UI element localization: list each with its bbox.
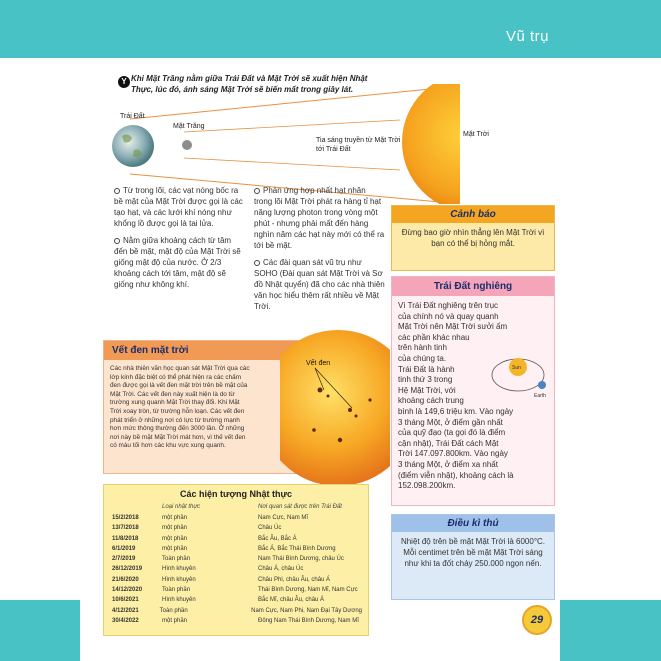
sun-disc [280, 330, 390, 486]
orbit-sun-label: Sun [512, 365, 521, 371]
warning-box [391, 205, 555, 271]
fun-fact-text: Nhiệt độ trên bề mặt Mặt Trời là 6000°C. Mỗi centimet trên bề mặt Mặt Trời sáng như khi ta đốt cháy 250.000 ngọn nến. [400, 537, 546, 568]
bullet-icon [254, 188, 260, 194]
body-column-1 [114, 185, 246, 290]
header-band [0, 0, 661, 58]
orbit-diagram [488, 347, 552, 403]
table-row: 11/8/2018 một phần Bắc Âu, Bắc Á [112, 535, 297, 542]
orbit-earth [538, 381, 546, 389]
eclipse-col-where: Nơi quan sát được trên Trái Đất [258, 504, 342, 510]
sunspot-text: Các nhà thiên văn học quan sát Mặt Trời qua các lớp kính đặc biệt có thể phát hiện ra các chấm đen được gọi là vết đen mặt trời trên bề mặt của Mặt Trời. Các vết đen này xuất hiện là do từ trường xung quanh Mặt Trời thay đổi. Khi Mặt Trời xoay tròn, từ trường hỗn loạn. Các vết đen phát triển ở những nơi có lực từ trường mạnh hơn mức thông thường đến 3000 lần. Ở những nơi này bề mặt Mặt Trời mát hơn, vì thế vết đen có màu tối hơn các khu vực xung quanh. [110, 365, 250, 450]
warning-text: Đừng bao giờ nhìn thẳng lên Mặt Trời vì bạn có thể bị hỏng mắt. [401, 228, 545, 248]
table-row: 4/12/2021 Toàn phần Nam Cực, Nam Phi, Nam Đại Tây Dương [112, 607, 362, 614]
bullet-icon [114, 188, 120, 194]
body-column-2 [254, 185, 386, 312]
table-row: 15/2/2018 một phần Nam Cực, Nam Mĩ [112, 515, 309, 521]
table-row: 30/4/2022 một phần Đông Nam Thái Bình Dương, Nam Mĩ [112, 617, 359, 624]
eclipse-rows [112, 515, 362, 628]
earth-planet [112, 125, 154, 167]
fun-fact-box [391, 514, 555, 600]
label-moon: Mặt Trăng [173, 123, 205, 130]
table-row: 13/7/2018 một phần Châu Úc [112, 525, 282, 532]
sun [402, 84, 460, 204]
table-row: 6/1/2019 một phần Bắc Á, Bắc Thái Bình Dương [112, 545, 336, 552]
fun-fact-title: Điều kì thú [392, 515, 554, 532]
paragraph: Từ trong lõi, các vạt nóng bốc ra bề mặt của Mặt Trời được gọi là các tạo hạt, và các lưới khí nóng như khổng lồ được gọi là tai lửa. [114, 186, 243, 228]
diagram-caption: Khi Mặt Trăng nằm giữa Trái Đất và Mặt Trời sẽ xuất hiện Nhật Thực, lúc đó, ánh sáng Mặt Trời sẽ biến mất trong giây lát. [131, 74, 368, 94]
table-row: 26/12/2019 Hình khuyên Châu Á, châu Úc [112, 566, 304, 573]
paragraph: Các đài quan sát vũ trụ như SOHO (Đài quan sát Mặt Trời và Sơ đồ Nhật quyển) đã cho các nhà thiên văn học hiểu thêm rất nhiều về Mặt Trời. [254, 258, 385, 311]
moon [182, 140, 192, 150]
table-row: 21/6/2020 Hình khuyên Châu Phi, châu Âu, châu Á [112, 576, 331, 583]
bullet-icon [114, 238, 120, 244]
label-earth: Trái Đất [120, 113, 145, 120]
sunspot-sun-image [280, 320, 390, 490]
orbit-earth-label: Earth [534, 393, 546, 399]
label-rays: Tia sáng truyền từ Mặt Trời tới Trái Đất [316, 137, 401, 153]
bullet-icon [254, 260, 260, 266]
earth-tilt-text: Vì Trái Đất nghiêng trên trục của chính nó và quay quanh Mặt Trời nên Mặt Trời sưởi ấm các phần khác nhau trên hành tinh của chúng ta. Trái Đất là hành tinh thứ 3 trong Hệ Mặt Trời, với khoảng cách trung bình là 149,6 triệu km. Vào ngày 3 tháng Một, ở điểm gần nhất của quỹ đạo (ta gọi đó là điểm cận nhật), Trái Đất cách Mặt Trời 147.097.800km. Vào ngày 3 tháng Một, ở điểm xa nhất (điểm viễn nhật), khoảng cách là 152.098.200km. [398, 301, 514, 491]
sunspot-title: Vết đen mặt trời [104, 341, 372, 360]
page-title: Vũ trụ [505, 28, 549, 45]
label-sun: Mặt Trời [463, 131, 489, 138]
table-row: 2/7/2019 Toàn phần Nam Thái Bình Dương, châu Úc [112, 556, 344, 563]
paragraph: Phản ứng hợp nhất hạt nhân trong lõi Mặt Trời phát ra hàng tỉ hạt năng lượng photon trong vòng một phút - nhưng phải mất đến hàng nghìn năm các hạt này mới có thể ra tới bề mặt. [254, 186, 385, 250]
eclipse-table-title: Các hiện tượng Nhật thực [180, 489, 292, 499]
sunspot-label: Vết đen [306, 360, 331, 367]
earth-tilt-box [391, 276, 555, 506]
paragraph: Nằm giữa khoảng cách từ tâm đến bề mặt, mật độ của Mặt Trời sẽ giống mật độ của nước. Ở 2/3 khoảng cách tới tâm, mật độ sẽ giống như không khí. [114, 236, 241, 289]
page-number: 29 [522, 605, 552, 635]
eclipse-col-type: Loại nhật thực [162, 504, 201, 510]
earth-tilt-title: Trái Đất nghiêng [392, 277, 554, 296]
table-row: 14/12/2020 Toàn phần Thái Bình Dương, Nam Mĩ, Nam Cực [112, 587, 358, 594]
eclipse-table-box [103, 484, 369, 636]
caption-icon: Y [118, 76, 130, 88]
table-row: 10/6/2021 Hình khuyên Bắc Mĩ, châu Âu, châu Á [112, 597, 325, 604]
warning-title: Cảnh báo [392, 206, 554, 223]
